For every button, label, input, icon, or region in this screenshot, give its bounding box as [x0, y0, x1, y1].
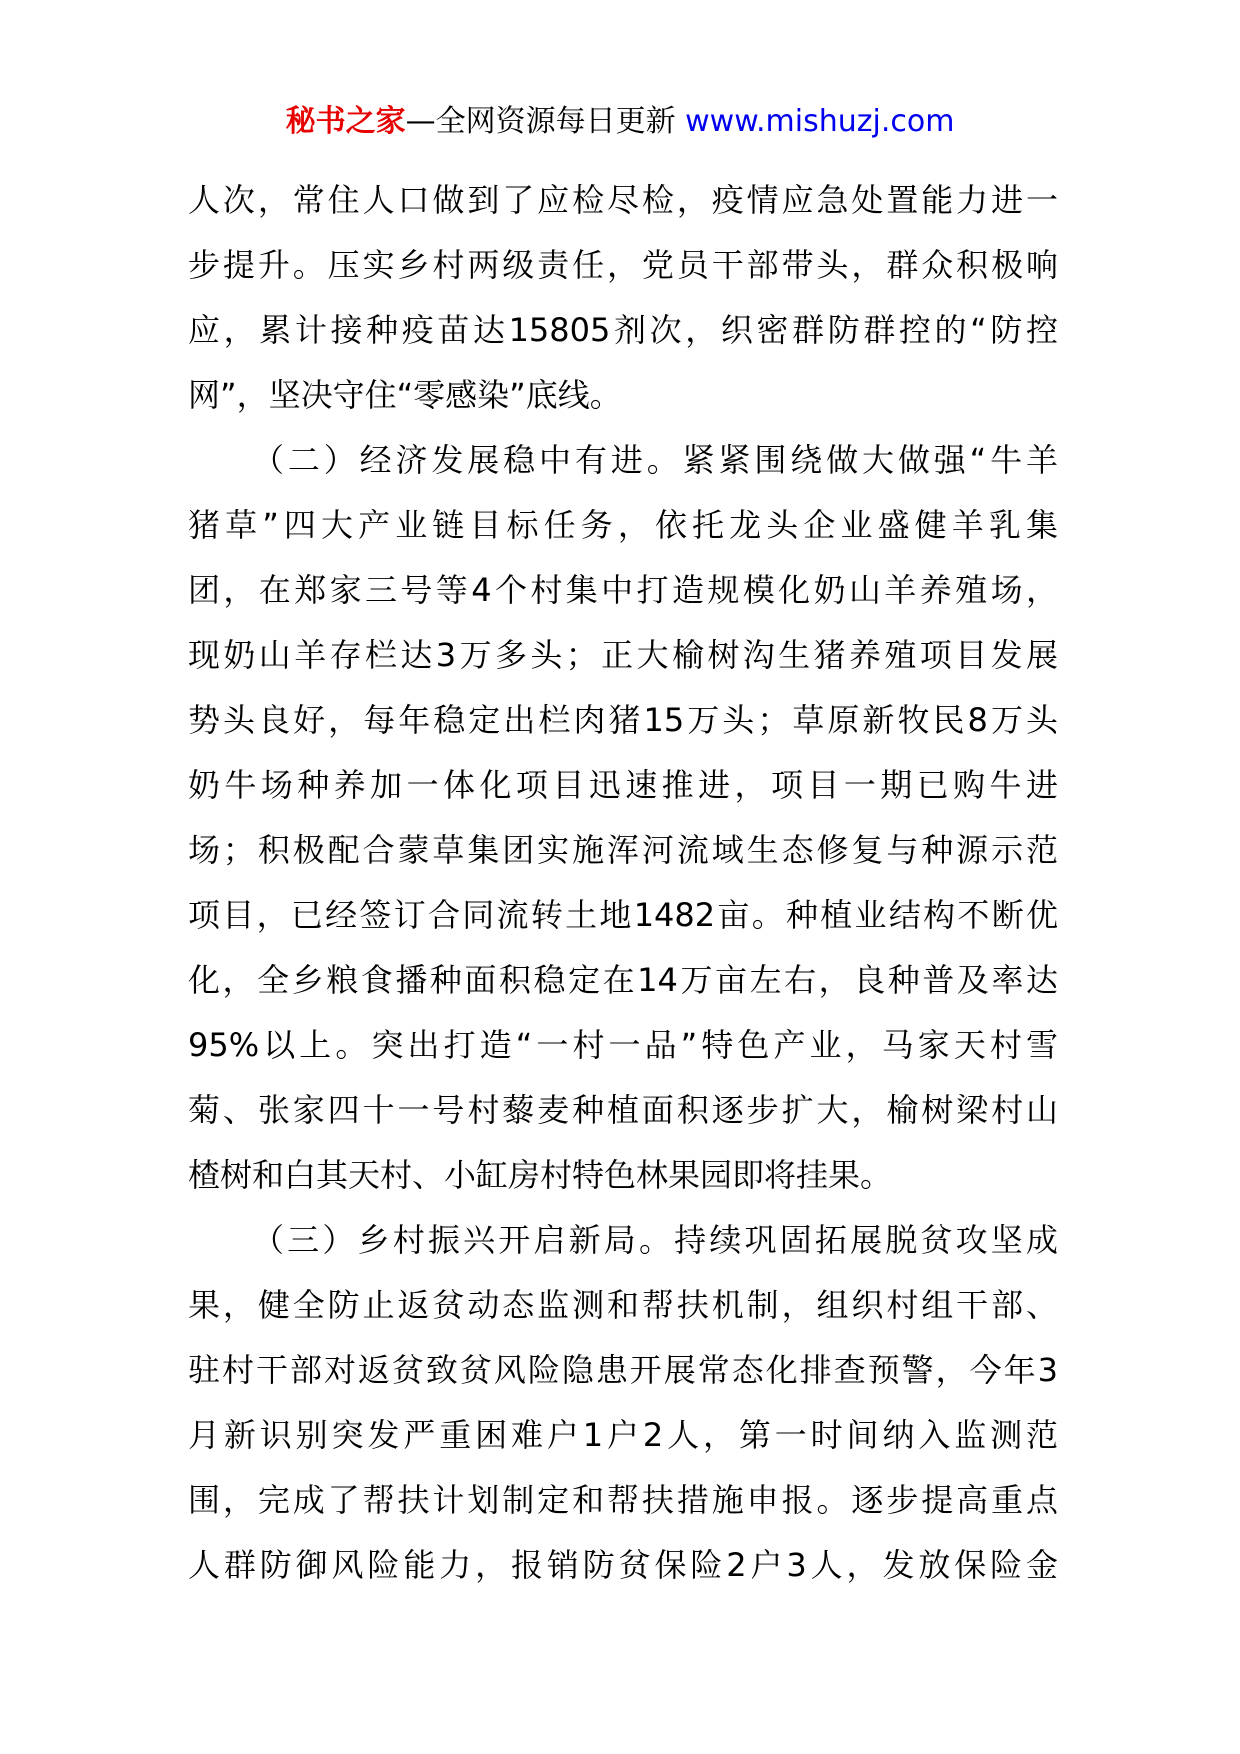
text-line: 月新识别突发严重困难户1户2人，第一时间纳入监测范: [188, 1416, 1058, 1454]
text-line: 菊、张家四十一号村藜麦种植面积逐步扩大，榆树梁村山: [188, 1091, 1058, 1129]
site-url-link[interactable]: www.mishuzj.com: [685, 104, 955, 139]
text-line: 化，全乡粮食播种面积稳定在14万亩左右，良种普及率达: [188, 961, 1058, 999]
text-line-heading-3: （三）乡村振兴开启新局。持续巩固拓展脱贫攻坚成: [252, 1221, 1058, 1259]
text-line: 人群防御风险能力，报销防贫保险2户3人，发放保险金: [188, 1546, 1058, 1584]
text-line: 团，在郑家三号等4个村集中打造规模化奶山羊养殖场，: [188, 571, 1058, 609]
text-line-paragraph-end: 网”，坚决守住“零感染”底线。: [188, 376, 622, 414]
text-line: 步提升。压实乡村两级责任，党员干部带头，群众积极响: [188, 246, 1058, 284]
text-line: 95%以上。突出打造“一村一品”特色产业，马家天村雪: [188, 1026, 1058, 1064]
text-line: 猪草”四大产业链目标任务，依托龙头企业盛健羊乳集: [188, 506, 1058, 544]
page-header: [0, 100, 1240, 144]
text-line: 果，健全防止返贫动态监测和帮扶机制，组织村组干部、: [188, 1286, 1058, 1324]
site-tagline: —全网资源每日更新: [405, 104, 676, 139]
text-line: 项目，已经签订合同流转土地1482亩。种植业结构不断优: [188, 896, 1058, 934]
text-line: 现奶山羊存栏达3万多头；正大榆树沟生猪养殖项目发展: [188, 636, 1058, 674]
text-line: 应，累计接种疫苗达15805剂次，织密群防群控的“防控: [188, 311, 1058, 349]
text-line: 人次，常住人口做到了应检尽检，疫情应急处置能力进一: [188, 181, 1058, 219]
text-line: 势头良好，每年稳定出栏肉猪15万头；草原新牧民8万头: [188, 701, 1058, 739]
document-body: [188, 168, 1058, 1598]
text-line: 围，完成了帮扶计划制定和帮扶措施申报。逐步提高重点: [188, 1481, 1058, 1519]
site-brand: 秘书之家: [285, 104, 406, 139]
text-line: 场；积极配合蒙草集团实施浑河流域生态修复与种源示范: [188, 831, 1058, 869]
text-line: 驻村干部对返贫致贫风险隐患开展常态化排查预警，今年3: [188, 1351, 1058, 1389]
text-line-heading-2: （二）经济发展稳中有进。紧紧围绕做大做强“牛羊: [252, 441, 1058, 479]
text-line: 奶牛场种养加一体化项目迅速推进，项目一期已购牛进: [188, 766, 1058, 804]
text-line-paragraph-end: 楂树和白其天村、小缸房村特色林果园即将挂果。: [188, 1156, 893, 1194]
